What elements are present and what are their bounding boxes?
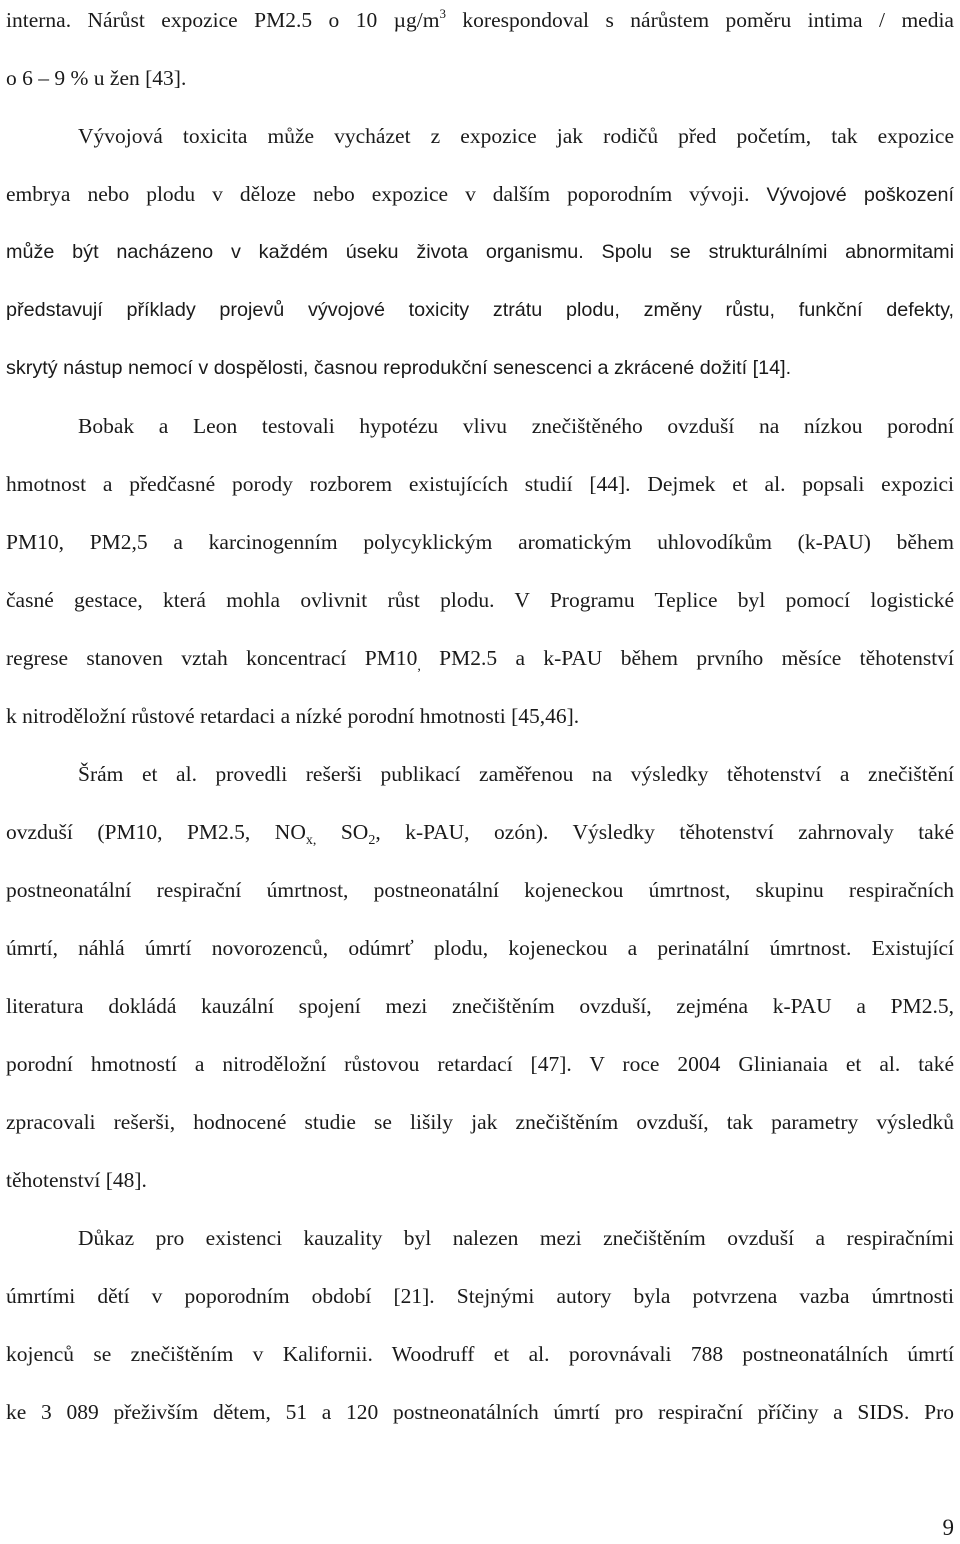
text-line: zpracovali rešerši, hodnocené studie se lišily jak znečištěním ovzduší, tak parametry výsledků bbox=[6, 1110, 954, 1134]
text-span: , k-PAU, ozón). Výsledky těhotenství zahrnovaly také bbox=[375, 820, 955, 844]
text-line: hmotnost a předčasné porody rozborem existujících studií [44]. Dejmek et al. popsali expozici bbox=[6, 472, 954, 496]
text-line bbox=[6, 174, 954, 214]
text-line: časné gestace, která mohla ovlivnit růst plodu. V Programu Teplice byl pomocí logistické bbox=[6, 588, 954, 612]
text-line: porodní hmotností a nitroděložní růstovou retardací [47]. V roce 2004 Glinianaia et al. také bbox=[6, 1052, 954, 1076]
text-line: o 6 – 9 % u žen [43]. bbox=[6, 66, 187, 90]
text-span: korespondoval s nárůstem poměru intima / media bbox=[445, 8, 954, 32]
page-number: 9 bbox=[942, 1515, 954, 1540]
text-line bbox=[6, 0, 954, 40]
text-span: interna. Nárůst expozice PM2.5 o 10 µg/m bbox=[6, 8, 440, 32]
subscript: x, bbox=[305, 833, 317, 848]
text-span: PM2.5 a k-PAU během prvního měsíce těhotenství bbox=[420, 646, 954, 670]
text-span: regrese stanoven vztah koncentrací PM10 bbox=[6, 646, 418, 670]
subscript: , bbox=[417, 659, 421, 674]
text-span: Vývojové poškození bbox=[766, 184, 955, 206]
text-line: postneonatální respirační úmrtnost, postneonatální kojeneckou úmrtnost, skupinu respiračních bbox=[6, 878, 954, 902]
text-span: ovzduší (PM10, PM2.5, NO bbox=[6, 820, 306, 844]
text-line: Vývojová toxicita může vycházet z expozice jak rodičů před početím, tak expozice bbox=[78, 124, 954, 148]
text-span: SO bbox=[316, 820, 369, 844]
subscript: 2 bbox=[368, 833, 376, 848]
text-line: kojenců se znečištěním v Kalifornii. Woodruff et al. porovnávali 788 postneonatálních úmrtí bbox=[6, 1342, 954, 1366]
text-line: ke 3 089 přeživším dětem, 51 a 120 postneonatálních úmrtí pro respirační příčiny a SIDS. Pro bbox=[6, 1400, 954, 1424]
text-line: úmrtími dětí v poporodním období [21]. Stejnými autory byla potvrzena vazba úmrtnosti bbox=[6, 1284, 954, 1308]
text-line bbox=[6, 812, 954, 852]
text-line bbox=[6, 638, 954, 678]
superscript: 3 bbox=[439, 6, 446, 21]
text-line: těhotenství [48]. bbox=[6, 1168, 147, 1192]
text-line: literatura dokládá kauzální spojení mezi znečištěním ovzduší, zejména k-PAU a PM2.5, bbox=[6, 994, 954, 1018]
text-span: může být nacházeno v každém úseku života organismu. bbox=[6, 241, 602, 263]
text-span: embrya nebo plodu v děloze nebo expozice v dalším poporodním vývoji. bbox=[6, 182, 767, 206]
text-line: Šrám et al. provedli rešerši publikací zaměřenou na výsledky těhotenství a znečištění bbox=[78, 762, 954, 786]
text-line: Důkaz pro existenci kauzality byl nalezen mezi znečištěním ovzduší a respiračními bbox=[78, 1226, 954, 1250]
text-line: úmrtí, náhlá úmrtí novorozenců, odúmrť plodu, kojeneckou a perinatální úmrtnost. Existující bbox=[6, 936, 954, 960]
text-span: Spolu se strukturálními abnormitami bbox=[601, 241, 954, 263]
text-line: k nitroděložní růstové retardaci a nízké porodní hmotnosti [45,46]. bbox=[6, 704, 580, 728]
text-line: skrytý nástup nemocí v dospělosti, časnou reprodukční senescenci a zkrácené dožití [14]. bbox=[6, 357, 792, 379]
text-line: PM10, PM2,5 a karcinogenním polycyklickým aromatickým uhlovodíkům (k-PAU) během bbox=[6, 530, 954, 554]
text-line: představují příklady projevů vývojové toxicity ztrátu plodu, změny růstu, funkční defekty, bbox=[6, 299, 954, 321]
text-line: Bobak a Leon testovali hypotézu vlivu znečištěného ovzduší na nízkou porodní bbox=[78, 414, 954, 438]
text-line bbox=[6, 232, 954, 272]
